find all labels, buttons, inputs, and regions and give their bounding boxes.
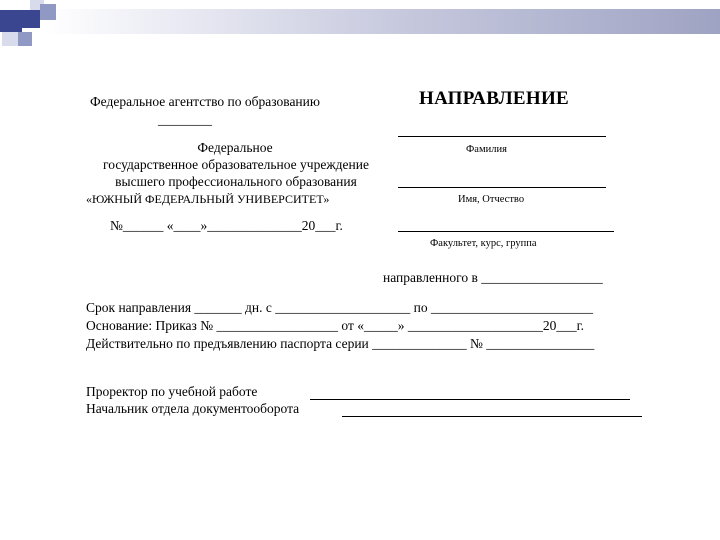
institution-line-3: высшего профессионального образования: [115, 174, 357, 189]
faculty-field-line: [398, 231, 614, 232]
header-gradient-bar: [44, 9, 720, 34]
term-line: Срок направления _______ дн. с ____________________ по ________________________: [86, 300, 593, 315]
number-date-line: №______ «____»______________20___г.: [110, 218, 343, 233]
decorative-square-dark-center: [22, 10, 40, 28]
basis-line: Основание: Приказ № __________________ от «_____» ____________________20___г.: [86, 318, 584, 333]
agency-underline: ________: [158, 112, 212, 127]
institution-line-4: «ЮЖНЫЙ ФЕДЕРАЛЬНЫЙ УНИВЕРСИТЕТ»: [86, 192, 330, 206]
directed-to-line: направленного в __________________: [383, 270, 603, 285]
agency-name: Федеральное агентство по образованию: [90, 94, 320, 109]
decorative-square-mid-bottom: [18, 32, 32, 46]
head-docflow-label: Начальник отдела документооборота: [86, 401, 300, 416]
faculty-caption: Факультет, курс, группа: [430, 238, 537, 249]
name-caption: Имя, Отчество: [458, 194, 525, 205]
institution-line-1: Федеральное: [197, 140, 273, 155]
institution-line-2: государственное образовательное учреждение: [103, 157, 369, 172]
head-docflow-signature-line: [342, 416, 642, 417]
surname-field-line: [398, 136, 606, 137]
prorector-signature-line: [310, 399, 630, 400]
passport-line: Действительно по предъявлению паспорта серии ______________ № ________________: [86, 336, 595, 351]
surname-caption: Фамилия: [466, 144, 507, 155]
decorative-square-mid: [40, 4, 56, 20]
document-title: НАПРАВЛЕНИЕ: [419, 88, 570, 109]
decorative-square-dark-left: [0, 10, 22, 32]
prorector-label: Проректор по учебной работе: [86, 384, 258, 399]
decorative-square-light-bottom: [2, 32, 18, 46]
name-field-line: [398, 187, 606, 188]
